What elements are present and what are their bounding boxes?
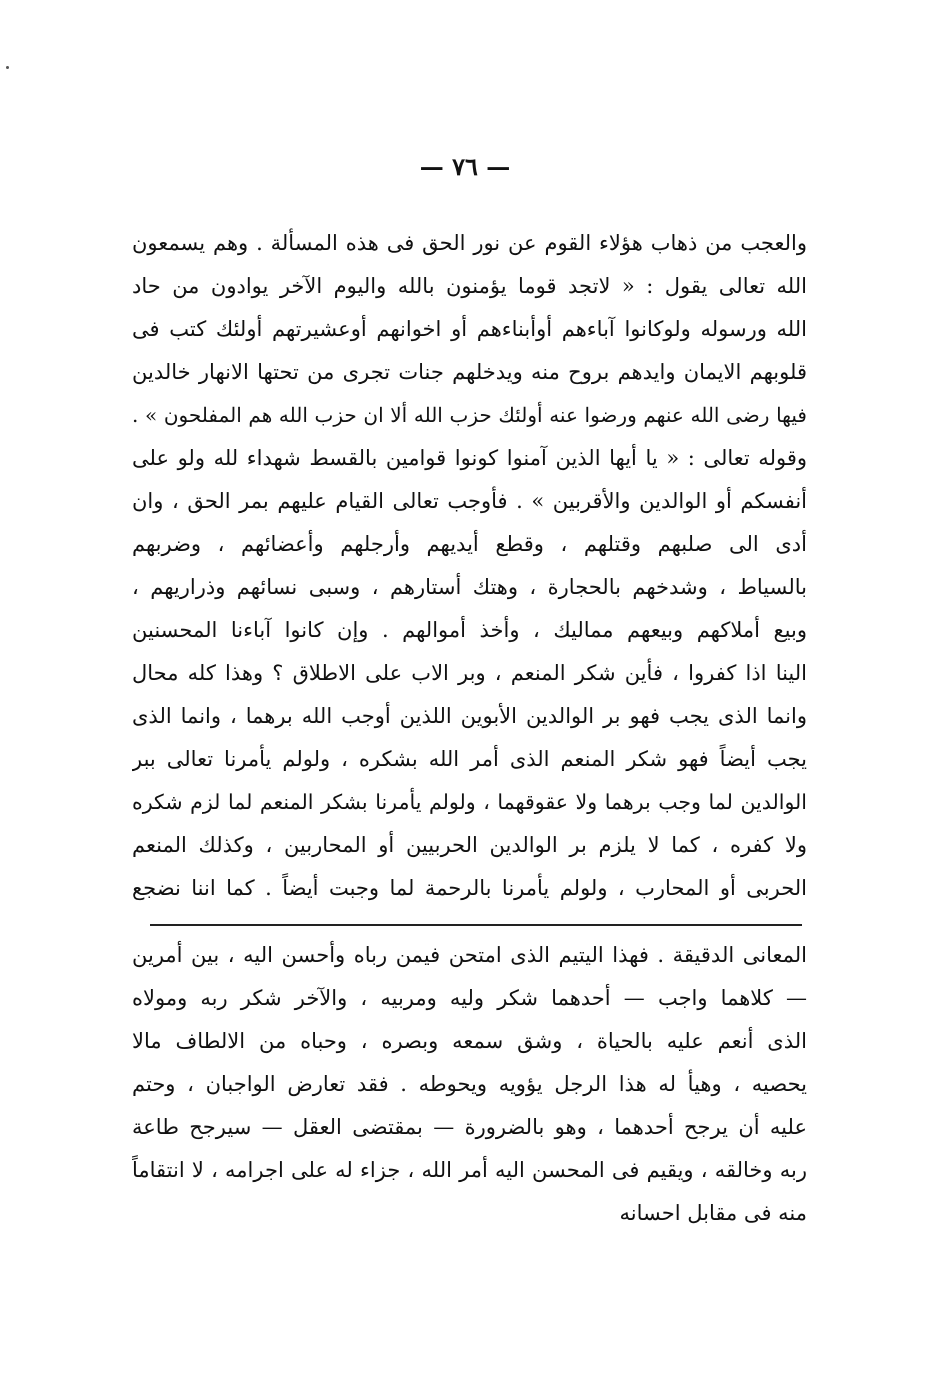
- text-line: الله تعالى يقول : « لاتجد قوما يؤمنون بالله واليوم الآخر يوادون من حاد: [132, 274, 807, 298]
- text-line: بالسياط ، وشدخهم بالحجارة ، وهتك أستارهم ، وسبى نسائهم وذراريهم ،: [132, 575, 807, 599]
- main-text-lower: [132, 934, 807, 1235]
- text-line: يجب أيضاً فهو شكر المنعم الذى أمر الله بشكره ، ولولم يأمرنا تعالى ببر: [132, 747, 807, 771]
- text-line: أدى الى صلبهم وقتلهم ، وقطع أيديهم وأرجلهم وأعضائهم ، وضربهم: [132, 532, 807, 556]
- text-line: وقوله تعالى : « يا أيها الذين آمنوا كونوا قوامين بالقسط شهداء لله ولو على: [132, 446, 807, 470]
- text-line: عليه أن يرجح أحدهما ، وهو بالضرورة — بمقتضى العقل — سيرجح طاعة: [132, 1115, 807, 1139]
- section-divider: [150, 924, 802, 926]
- text-line: الوالدين لما وجب برهما ولا عقوقهما ، ولولم يأمرنا بشكر المنعم لما لزم شكره: [132, 790, 807, 814]
- text-line: أنفسكم أو الوالدين والأقربين » . فأوجب تعالى القيام عليهم بمر الحق ، وان: [132, 489, 807, 513]
- scan-speck: [6, 66, 9, 69]
- text-line: الذى أنعم عليه بالحياة ، وشق سمعه وبصره ، وحباه من الالطاف مالا: [132, 1029, 807, 1053]
- text-line: الحربى أو المحارب ، ولولم يأمرنا بالرحمة لما وجبت أيضاً . كما اننا نضجع: [132, 876, 807, 900]
- text-line: منه فى مقابل احسانه: [619, 1201, 807, 1225]
- text-line: وبيع أملاكهم وبيعهم مماليك ، وأخذ أموالهم . وإن كانوا آباءنا المحسنين: [132, 618, 807, 642]
- main-text-upper: [132, 222, 807, 910]
- text-line: المعانى الدقيقة . فهذا اليتيم الذى امتحن فيمن رباه وأحسن اليه ، بين أمرين: [132, 943, 807, 967]
- text-line: والعجب من ذهاب هؤلاء القوم عن نور الحق فى هذه المسألة . وهم يسمعون: [132, 231, 807, 255]
- text-line: قلوبهم الايمان وايدهم بروح منه ويدخلهم جنات تجرى من تحتها الانهار خالدين: [132, 360, 807, 384]
- text-line: الله ورسوله ولوكانوا آباءهم أوأبناءهم أو اخوانهم أوعشيرتهم أولئك كتب فى: [132, 317, 807, 341]
- text-line: الينا اذا كفروا ، فأين شكر المنعم ، وبر الاب على الاطلاق ؟ وهذا كله محال: [132, 661, 807, 685]
- text-line: وانما الذى يجب فهو بر الوالدين الأبوين اللذين أوجب الله برهما ، وانما الذى: [132, 704, 807, 728]
- text-line: يحصيه ، وهيأ له هذا الرجل يؤويه ويحوطه . فقد تعارض الواجبان ، وحتم: [132, 1072, 807, 1096]
- text-line: — كلاهما واجب — أحدهما شكر وليه ومربيه ، والآخر شكر ربه ومولاه: [132, 986, 807, 1010]
- text-line: ولا كفره ، كما لا يلزم بر الوالدين الحربيين أو المحاربين ، وكذلك المنعم: [132, 833, 807, 857]
- text-line: فيها رضى الله عنهم ورضوا عنه أولئك حزب الله ألا ان حزب الله هم المفلحون » .: [132, 403, 807, 427]
- page-number: — ٧٦ —: [419, 152, 511, 181]
- text-line: ربه وخالقه ، ويقيم فى المحسن اليه أمر الله ، جزاء له على اجرامه ، لا انتقاماً: [132, 1158, 807, 1182]
